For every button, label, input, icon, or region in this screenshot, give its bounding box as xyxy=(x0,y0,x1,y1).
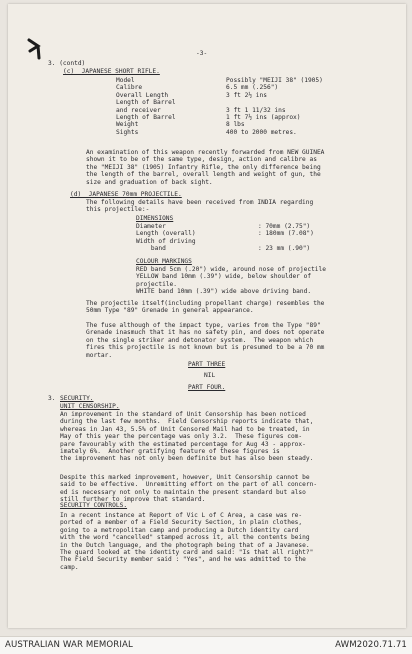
section-number: 3. (contd) xyxy=(48,60,86,67)
projectile-heading: (d) JAPANESE 70mm PROJECTILE. xyxy=(70,191,182,198)
rifle-examination-paragraph: An examination of this weapon recently forwarded from NEW GUINEA shown it to be of the same type, design, action and calibre as the "MEIJI 38" (1905) Infantry Rifle, the only difference being the length of the barrel, overall length and weight of gun, the size and graduation of back sight. xyxy=(86,149,325,186)
part-three-heading: PART THREE xyxy=(188,361,226,368)
rifle-spec-values: Possibly "MEIJI 38" (1905) 6.5 mm (.256") 3 ft 2½ ins 3 ft 1 11/32 ins 1 ft 7½ ins (approx) 8 lbs 400 to 2000 metres. xyxy=(226,77,323,136)
dimension-labels: Diameter Length (overall) Width of driving band xyxy=(136,223,196,253)
censorship-paragraph: An improvement in the standard of Unit Censorship has been noticed during the last few months. Field Censorship reports indicate that, whereas in Jan 43, 5.5% of Unit Censored Mail had to be treated, in May of this year the percentage was only 3.2. These figures com- pare favourably with the estimated percentage for Aug 43 - approx- imately 6%. Another gratifying feature of these figures is the improvement has not only been definite but has also been steady. xyxy=(60,411,314,463)
handwritten-mark-icon xyxy=(26,34,44,60)
rifle-spec-labels: Model Calibre Overall Length Length of Barrel and receiver Length of Barrel Weight Sights xyxy=(116,77,176,136)
footer-institution: AUSTRALIAN WAR MEMORIAL xyxy=(5,640,133,650)
document-page xyxy=(8,4,406,628)
footer-accession-number: AWM2020.71.71 xyxy=(335,640,407,650)
security-heading: SECURITY. xyxy=(60,395,94,402)
projectile-intro: The following details have been received from INDIA regarding this projectile:- xyxy=(86,199,314,214)
colour-markings-text: RED band 5cm (.20") wide, around nose of projectile YELLOW band 10mm (.39") wide, below shoulder of projectile. WHITE band 10mm (.39") wide above driving band. xyxy=(136,266,326,296)
despite-paragraph: Despite this marked improvement, however, Unit Censorship cannot be said to be effective. Unremitting effort on the part of all concern- ed is necessary not only to maintain the present standard but also still further to improve that standard. xyxy=(60,474,318,504)
dimension-values: : 70mm (2.75") : 180mm (7.08") : 23 mm (.90") xyxy=(258,223,314,253)
page-number: -3- xyxy=(196,50,208,57)
security-controls-paragraph: In a recent instance at Report of Vic L of C Area, a case was re- ported of a member of a Field Security Section, in plain clothes, going to a metropolitan camp and producing a Dutch identity card with the word "cancelled" stamped across it, all the contents being in the Dutch language, and the photograph being that of a Javanese. The guard looked at the identity card and said: "Is that all right?" The Field Security member said : "Yes", and he was admitted to the camp. xyxy=(60,512,314,571)
part-four-heading: PART FOUR. xyxy=(188,384,226,391)
fuse-paragraph: The fuse although of the impact type, varies from the Type "89" Grenade inasmuch that it has no safety pin, and does not operate on the single striker and detonator system. The weapon which fires this projectile is not known but is presumed to be a 70 mm mortar. xyxy=(86,322,325,359)
archive-footer xyxy=(0,636,412,654)
colour-markings-heading: COLOUR MARKINGS xyxy=(136,258,192,265)
projectile-paragraph: The projectile itself(including propellant charge) resembles the 50mm Type "89" Grenade in general appearance. xyxy=(86,300,325,315)
nil-text: NIL xyxy=(204,372,216,379)
rifle-heading: (c) JAPANESE SHORT RIFLE. xyxy=(63,68,160,75)
security-controls-heading: SECURITY CONTROLS. xyxy=(60,502,128,509)
censorship-heading: UNIT CENSORSHIP. xyxy=(60,403,120,410)
section-number-security: 3. xyxy=(48,395,56,402)
dimensions-heading: DIMENSIONS xyxy=(136,215,174,222)
